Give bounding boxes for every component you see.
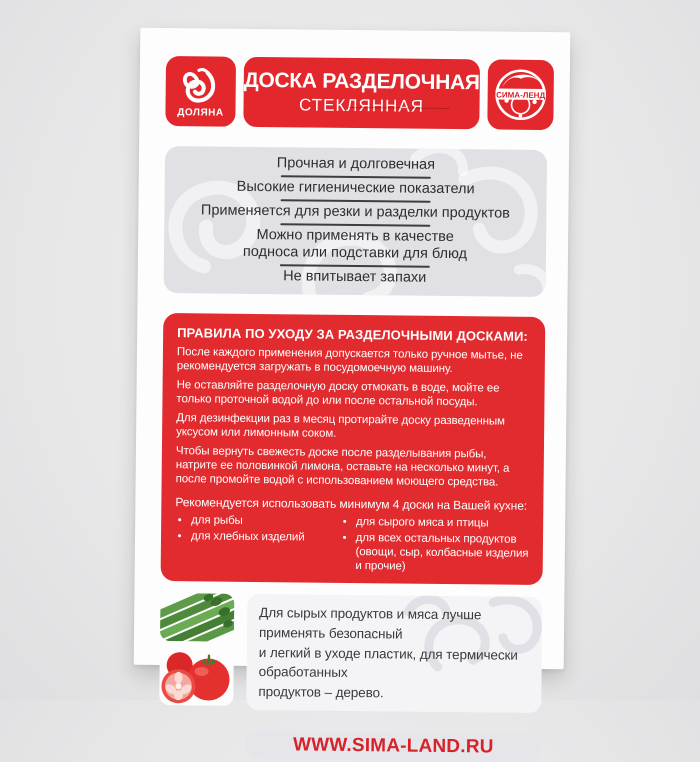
care-rules-panel xyxy=(161,313,546,585)
care-recommendation: Рекомендуется использовать минимум 4 доски на Вашей кухне: xyxy=(175,495,528,513)
feature-item: Прочная и долговечная xyxy=(276,155,436,174)
product-subtitle: СТЕКЛЯННАЯ xyxy=(298,95,425,116)
material-note-text: Для сырых продуктов и мяса лучше применять безопасный и легкий в уходе пластик, для термически обработанных продуктов – дерево. xyxy=(258,605,518,701)
footer-texts xyxy=(246,594,543,762)
board-type-item: • для всех остальных продуктов (овощи, сыр, колбасные изделия и прочие) xyxy=(355,532,529,575)
dolyana-swirl-icon xyxy=(179,65,223,109)
simaland-label: СИМА-ЛЕНД xyxy=(495,90,546,101)
feature-item: Не впитывает запахи xyxy=(283,268,427,287)
produce-photos xyxy=(159,593,235,759)
care-paragraph: Чтобы вернуть свежесть доске после разделывания рыбы, натрите ее половинкой лимона, оставьте на несколько минут, а после промойте водой с использованием моющего средства. xyxy=(175,445,510,489)
care-paragraph: Не оставляйте разделочную доску отмокать в воде, мойте ее только проточной водой до или после остальной посуды. xyxy=(176,379,500,409)
feature-item: Высокие гигиенические показатели xyxy=(236,178,475,198)
material-note-panel xyxy=(246,594,542,713)
header xyxy=(165,56,548,130)
feature-item: Применяется для резки и разделки продуктов xyxy=(200,202,510,222)
features-panel xyxy=(164,146,548,297)
dolyana-label: ДОЛЯНА xyxy=(177,106,224,119)
footer-section xyxy=(159,593,543,762)
product-title: ДОСКА РАЗДЕЛОЧНАЯ xyxy=(243,68,480,95)
simaland-globe-dolphin-icon xyxy=(492,66,549,123)
asparagus-photo xyxy=(160,593,234,642)
board-types-right xyxy=(339,514,529,575)
care-heading: ПРАВИЛА ПО УХОДУ ЗА РАЗДЕЛОЧНЫМИ ДОСКАМИ: xyxy=(177,325,528,344)
care-paragraph: После каждого применения допускается только ручное мытье, не рекомендуется загружать в посудомоечную машину. xyxy=(176,346,523,375)
website-url-panel xyxy=(246,731,541,762)
dolyana-logo xyxy=(165,56,236,127)
feature-separator xyxy=(280,223,430,227)
board-types-columns xyxy=(175,512,530,575)
simaland-logo xyxy=(487,59,554,130)
website-url: WWW.SIMA-LAND.RU xyxy=(292,734,494,758)
tomatoes-photo xyxy=(159,649,234,706)
leaflet-card xyxy=(134,28,571,758)
care-paragraph: Для дезинфекции раз в месяц протирайте доску разведенным уксусом или лимонным соком. xyxy=(176,412,505,440)
feature-separator xyxy=(281,175,431,179)
board-type-item: • для сырого мяса и птицы xyxy=(356,516,529,532)
board-type-item: • для рыбы xyxy=(191,515,340,530)
feature-separator xyxy=(281,199,431,203)
feature-item: Можно применять в качестве подноса или подставки для блюд xyxy=(242,227,468,263)
product-title-banner xyxy=(243,57,480,129)
feature-separator xyxy=(280,264,430,268)
board-types-left xyxy=(175,512,340,573)
board-type-item: • для хлебных изделий xyxy=(191,530,340,545)
